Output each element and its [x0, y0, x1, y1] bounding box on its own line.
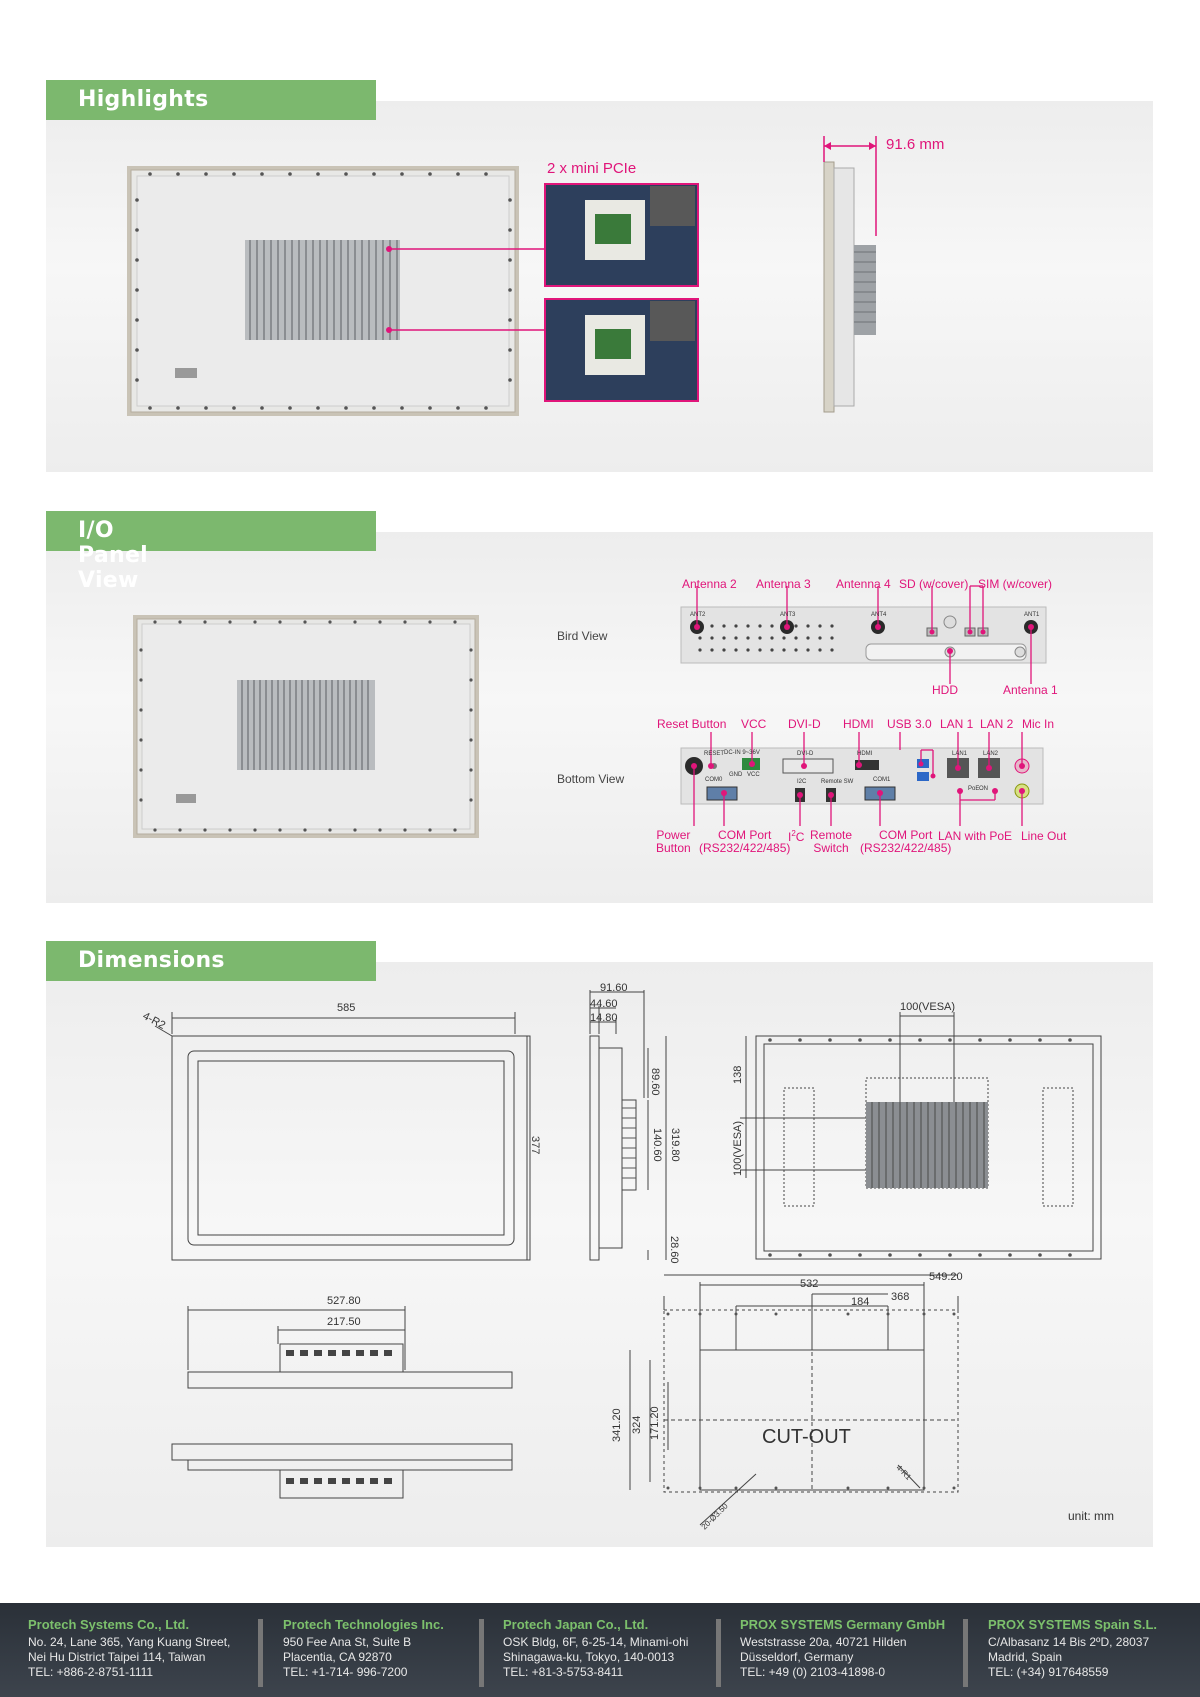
- ant4-print: ANT4: [871, 612, 887, 618]
- footer-office-taiwan: [28, 1617, 230, 1680]
- ant3-print: ANT3: [780, 612, 796, 618]
- power-label-line2: Button: [656, 841, 691, 855]
- gnd-print: GND: [729, 772, 743, 778]
- cutout-label: CUT-OUT: [762, 1426, 851, 1448]
- office-address-2: Nei Hu District Taipei 114, Taiwan: [28, 1650, 206, 1664]
- com1-label-line1: COM Port: [718, 828, 772, 842]
- footer-office-germany: [740, 1617, 945, 1680]
- dim-527-80: 527.80: [327, 1295, 361, 1307]
- dim-324: 324: [631, 1415, 643, 1434]
- depth-label: 91.6 mm: [886, 136, 945, 153]
- hdmi-print: HDMI: [857, 751, 873, 757]
- unit-label: unit: mm: [1068, 1509, 1115, 1523]
- dim-585: 585: [337, 1002, 356, 1014]
- sim-label: SIM (w/cover): [978, 577, 1053, 591]
- lan1-print: LAN1: [952, 751, 968, 757]
- antenna3-label: Antenna 3: [756, 577, 811, 591]
- dim-368: 368: [891, 1291, 910, 1303]
- line-out-label: Line Out: [1021, 829, 1067, 843]
- dim-377: 377: [529, 1136, 541, 1155]
- com1-label-line2: (RS232/422/485): [699, 841, 791, 855]
- remote-label-line1: Remote: [810, 828, 853, 842]
- office-address-2: Shinagawa-ku, Tokyo, 140-0013: [503, 1650, 675, 1664]
- on-print: ON: [979, 786, 988, 792]
- office-tel: TEL: +81-3-5753-8411: [503, 1665, 624, 1679]
- com2-label-line2: (RS232/422/485): [860, 841, 952, 855]
- bird-view-label: Bird View: [557, 629, 608, 643]
- dim-r2: 4-R2: [140, 1010, 168, 1032]
- footer-office-spain: [988, 1617, 1157, 1680]
- footer-divider: [479, 1619, 484, 1687]
- dim-44-60: 44.60: [590, 998, 618, 1010]
- office-name: Protech Technologies Inc.: [283, 1617, 444, 1632]
- i2c-print: I2C: [797, 779, 807, 785]
- reset-button-label: Reset Button: [657, 717, 727, 731]
- dvid-label: DVI-D: [788, 717, 821, 731]
- mic-in-label: Mic In: [1022, 717, 1055, 731]
- office-tel: TEL: +1-714- 996-7200: [283, 1665, 408, 1679]
- office-tel: TEL: +886-2-8751-1111: [28, 1665, 154, 1679]
- sd-label: SD (w/cover): [899, 577, 969, 591]
- ant1-print: ANT1: [1024, 612, 1040, 618]
- dim-89-60: 89.60: [649, 1068, 661, 1096]
- footer-divider: [258, 1619, 263, 1687]
- dvi-print: DVI-D: [797, 751, 814, 757]
- footer-divider: [716, 1619, 721, 1687]
- dcin-print: DC-IN 9~36V: [724, 750, 760, 756]
- dim-319-80: 319.80: [669, 1128, 681, 1162]
- office-tel: TEL: +49 (0) 2103-41898-0: [740, 1665, 886, 1679]
- vcc-print: VCC: [747, 772, 760, 778]
- com1-print: COM1: [873, 777, 891, 783]
- footer-office-japan: [503, 1617, 688, 1680]
- dim-532: 532: [800, 1278, 819, 1290]
- office-address-2: Düsseldorf, Germany: [740, 1650, 854, 1664]
- dim-r1: 4-R1: [894, 1463, 913, 1482]
- lan-poe-label: LAN with PoE: [938, 829, 1013, 843]
- footer-divider: [963, 1619, 968, 1687]
- mini-pcie-label: 2 x mini PCIe: [547, 160, 637, 177]
- dim-171-20: 171.20: [649, 1406, 661, 1440]
- office-address-2: Placentia, CA 92870: [283, 1650, 392, 1664]
- dim-vesa-vertical: 100(VESA): [732, 1120, 744, 1176]
- office-name: Protech Japan Co., Ltd.: [503, 1617, 649, 1632]
- office-tel: TEL: (+34) 917648559: [988, 1665, 1109, 1679]
- highlights-title: Highlights: [78, 87, 209, 112]
- usb-label: USB 3.0: [887, 717, 932, 731]
- dim-217-50: 217.50: [327, 1316, 361, 1328]
- vcc-label: VCC: [741, 717, 767, 731]
- i2c-label: $I^2C$: [788, 829, 805, 844]
- com0-print: COM0: [705, 777, 723, 783]
- office-address-1: 950 Fee Ana St, Suite B: [283, 1635, 412, 1649]
- lan2-label: LAN 2: [980, 717, 1014, 731]
- remote-label-line2: Switch: [813, 841, 849, 855]
- bottom-view-label: Bottom View: [557, 772, 625, 786]
- antenna4-label: Antenna 4: [836, 577, 891, 591]
- reset-print: RESET: [704, 751, 725, 757]
- lan2-print: LAN2: [983, 751, 999, 757]
- antenna1-label: Antenna 1: [1003, 683, 1058, 697]
- dim-holes: 20-Ø3.50: [699, 1501, 730, 1532]
- lan1-label: LAN 1: [940, 717, 974, 731]
- io-title: I/O Panel View: [78, 518, 149, 593]
- office-name: Protech Systems Co., Ltd.: [28, 1617, 190, 1632]
- poe-print: PoE: [968, 786, 980, 792]
- remote-print: Remote SW: [821, 779, 854, 785]
- office-name: PROX SYSTEMS Spain S.L.: [988, 1617, 1158, 1632]
- ant2-print: ANT2: [690, 612, 706, 618]
- office-address-1: C/Albasanz 14 Bis 2ºD, 28037: [988, 1635, 1150, 1649]
- dimensions-title: Dimensions: [78, 948, 225, 973]
- dim-14-80: 14.80: [590, 1012, 618, 1024]
- dim-91-60: 91.60: [600, 982, 628, 994]
- dim-549-20: 549.20: [929, 1271, 963, 1283]
- hdd-label: HDD: [932, 683, 958, 697]
- antenna2-label: Antenna 2: [682, 577, 737, 591]
- dim-28-60: 28.60: [668, 1236, 680, 1264]
- dim-184: 184: [851, 1296, 870, 1308]
- power-label-line1: Power: [656, 828, 691, 842]
- hdmi-label: HDMI: [843, 717, 874, 731]
- dim-140-60: 140.60: [651, 1128, 663, 1162]
- footer-office-usa: [283, 1617, 444, 1680]
- dim-341-20: 341.20: [611, 1408, 623, 1442]
- dim-138: 138: [732, 1065, 744, 1084]
- office-address-2: Madrid, Spain: [988, 1650, 1063, 1664]
- office-address-1: OSK Bldg, 6F, 6-25-14, Minami-ohi: [503, 1635, 689, 1649]
- office-name: PROX SYSTEMS Germany GmbH: [740, 1617, 946, 1632]
- com2-label-line1: COM Port: [879, 828, 933, 842]
- dim-vesa-horizontal: 100(VESA): [900, 1001, 956, 1013]
- office-address-1: No. 24, Lane 365, Yang Kuang Street,: [28, 1635, 231, 1649]
- office-address-1: Weststrasse 20a, 40721 Hilden: [740, 1635, 907, 1649]
- footer: [0, 1603, 1200, 1697]
